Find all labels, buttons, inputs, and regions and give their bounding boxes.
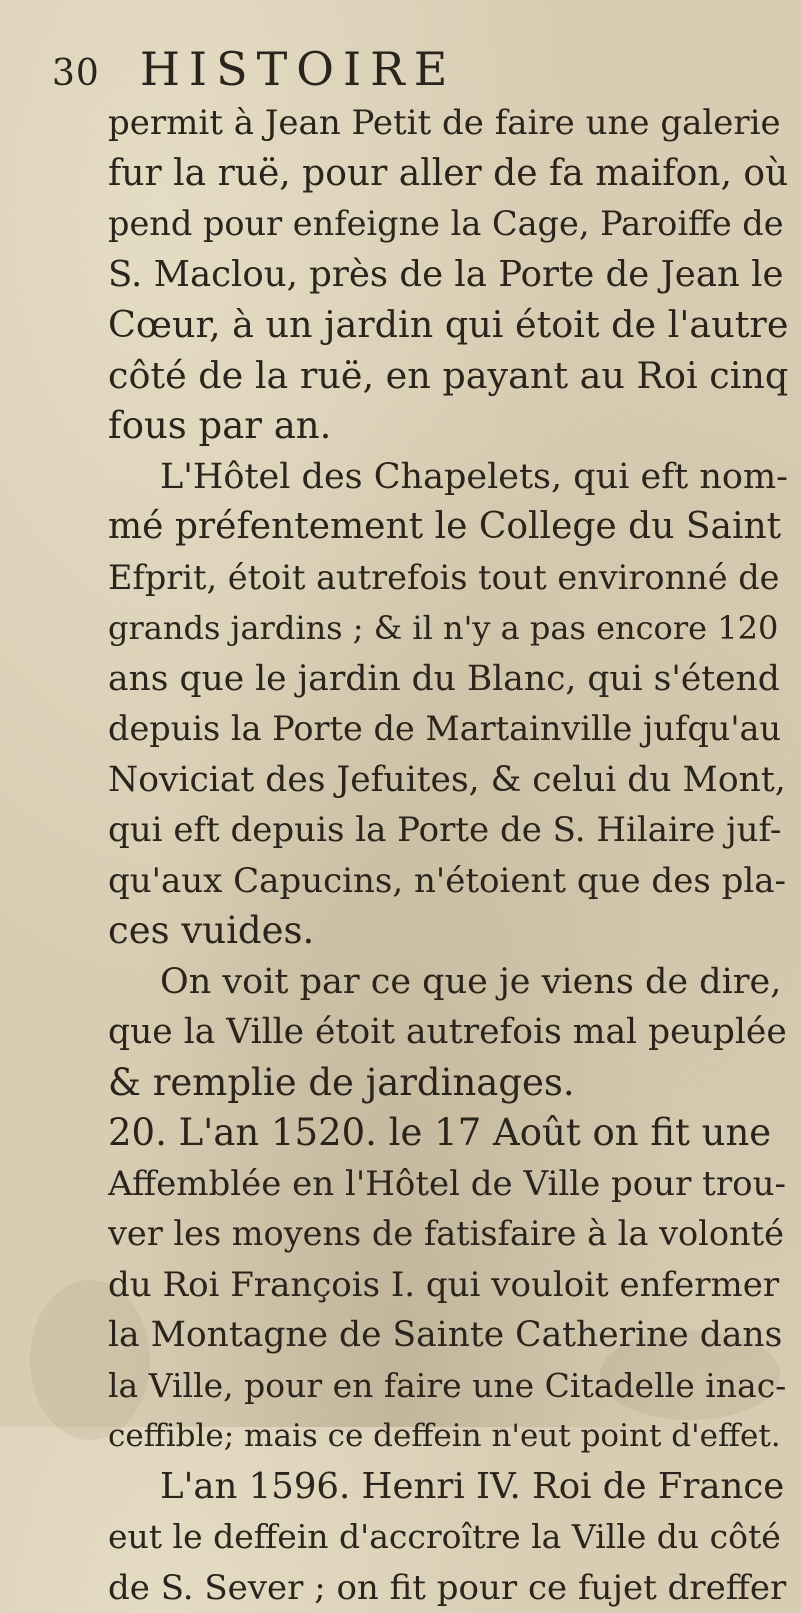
text-line: fur la ruë, pour aller de fa maifon, où (108, 149, 788, 200)
text-line: côté de la ruë, en payant au Roi cinq (108, 351, 788, 402)
text-line: grands jardins ; & il n'y a pas encore 120 (108, 603, 788, 654)
text-line: & remplie de jardinages. (108, 1058, 788, 1109)
text-line: fous par an. (108, 401, 788, 452)
text-line: mé préfentement le College du Saint (108, 502, 788, 553)
text-line: S. Maclou, près de la Porte de Jean le (108, 250, 788, 301)
text-line: ces vuides. (108, 906, 788, 957)
text-line: la Montagne de Sainte Catherine dans (108, 1310, 788, 1361)
text-line: permit à Jean Petit de faire une galerie (108, 98, 788, 149)
text-line: ver les moyens de fatisfaire à la volonté (108, 1209, 788, 1260)
page-number: 30 (52, 53, 100, 94)
text-line: L'Hôtel des Chapelets, qui eft nom- (108, 452, 788, 503)
running-title: HISTOIRE (140, 42, 457, 96)
text-line: du Roi François I. qui vouloit enfermer (108, 1260, 788, 1311)
text-line: Cœur, à un jardin qui étoit de l'autre (108, 300, 788, 351)
text-line: que la Ville étoit autrefois mal peuplée (108, 1007, 788, 1058)
text-line: qui eft depuis la Porte de S. Hilaire juf- (108, 805, 788, 856)
text-line: On voit par ce que je viens de dire, (108, 957, 788, 1008)
page-header (52, 42, 752, 102)
text-line: pend pour enfeigne la Cage, Paroiffe de (108, 199, 788, 250)
text-line: 20. L'an 1520. le 17 Août on fit une (108, 1108, 788, 1159)
text-line: Affemblée en l'Hôtel de Ville pour trou- (108, 1159, 788, 1210)
text-line: depuis la Porte de Martainville jufqu'au (108, 704, 788, 755)
text-line: Efprit, étoit autrefois tout environné de (108, 553, 788, 604)
text-line: la Ville, pour en faire une Citadelle inac- (108, 1361, 788, 1412)
body-text (108, 98, 788, 1613)
text-line: eut le deffein d'accroître la Ville du côté (108, 1512, 788, 1563)
text-line: qu'aux Capucins, n'étoient que des pla- (108, 856, 788, 907)
text-line: de S. Sever ; on fit pour ce fujet dreffer (108, 1563, 788, 1613)
text-line: ceffible; mais ce deffein n'eut point d'effet. (108, 1411, 788, 1462)
text-line: ans que le jardin du Blanc, qui s'étend (108, 654, 788, 705)
text-line: Noviciat des Jefuites, & celui du Mont, (108, 755, 788, 806)
text-line: L'an 1596. Henri IV. Roi de France (108, 1462, 788, 1513)
